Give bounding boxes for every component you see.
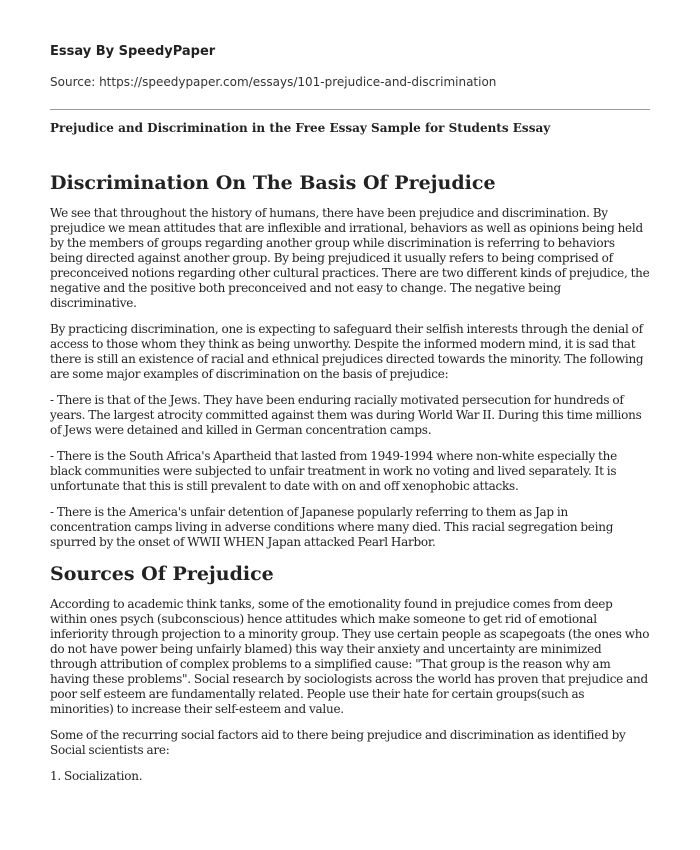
header-divider (50, 109, 650, 110)
essay-body (50, 170, 650, 795)
paragraph: According to academic think tanks, some of the emotionality found in prejudice comes from deep within ones psych (subconscious) hence attitudes which make someone to get rid of emotional inferiority through projection to a minority group. They use certain people as scapegoats (the ones who do not have power being unfairly blamed) this way their anxiety and uncertainty are minimized through attribution of complex problems to a simplified cause: "That group is the reason why am having these problems". Social research by sociologists across the world has proven that prejudice and poor self esteem are fundamentally related. People use their hate for certain groups(such as minorities) to increase their self-esteem and value. (50, 597, 650, 716)
document-title: Prejudice and Discrimination in the Free Essay Sample for Students Essay (50, 121, 551, 135)
paragraph: - There is that of the Jews. They have been enduring racially motivated persecution for hundreds of years. The largest atrocity committed against them was during World War II. During this time millions of Jews were detained and killed in German concentration camps. (50, 393, 642, 437)
paragraph: - There is the South Africa's Apartheid that lasted from 1949-1994 where non-white especially the black communities were subjected to unfair treatment in work no voting and lived separately. It is unfortunate that this is still prevalent to date with on and off xenophobic attacks. (50, 449, 617, 493)
section-heading-sources: Sources Of Prejudice (50, 563, 274, 585)
paragraph: Some of the recurring social factors aid to there being prejudice and discrimination as identified by Social scientists are: (50, 728, 626, 757)
brand-title: Essay By SpeedyPaper (50, 44, 216, 59)
list-item: 1. Socialization. (50, 769, 143, 783)
paragraph: We see that throughout the history of humans, there have been prejudice and discrimination. By prejudice we mean attitudes that are inflexible and irrational, behaviors as well as opinions being held by the members of groups regarding another group while discrimination is referring to behaviors being directed against another group. By being prejudiced it usually refers to being comprised of preconceived notions regarding other cultural practices. There are two different kinds of prejudice, the negative and the positive both preconceived and not easy to change. The negative being discriminative. (50, 206, 650, 310)
section-heading-discrimination: Discrimination On The Basis Of Prejudice (50, 172, 496, 194)
paragraph: - There is the America's unfair detention of Japanese popularly referring to them as Jap in concentration camps living in adverse conditions where many died. This racial segregation being spurred by the onset of WWII WHEN Japan attacked Pearl Harbor. (50, 505, 614, 549)
document-header (50, 0, 650, 110)
source-line: Source: https://speedypaper.com/essays/101-prejudice-and-discrimination (50, 75, 497, 89)
paragraph: By practicing discrimination, one is expecting to safeguard their selfish interests through the denial of access to those whom they think as being unworthy. Despite the informed modern mind, it is sad that there is still an existence of racial and ethnical prejudices directed towards the minority. The following are some major examples of discrimination on the basis of prejudice: (50, 322, 644, 381)
